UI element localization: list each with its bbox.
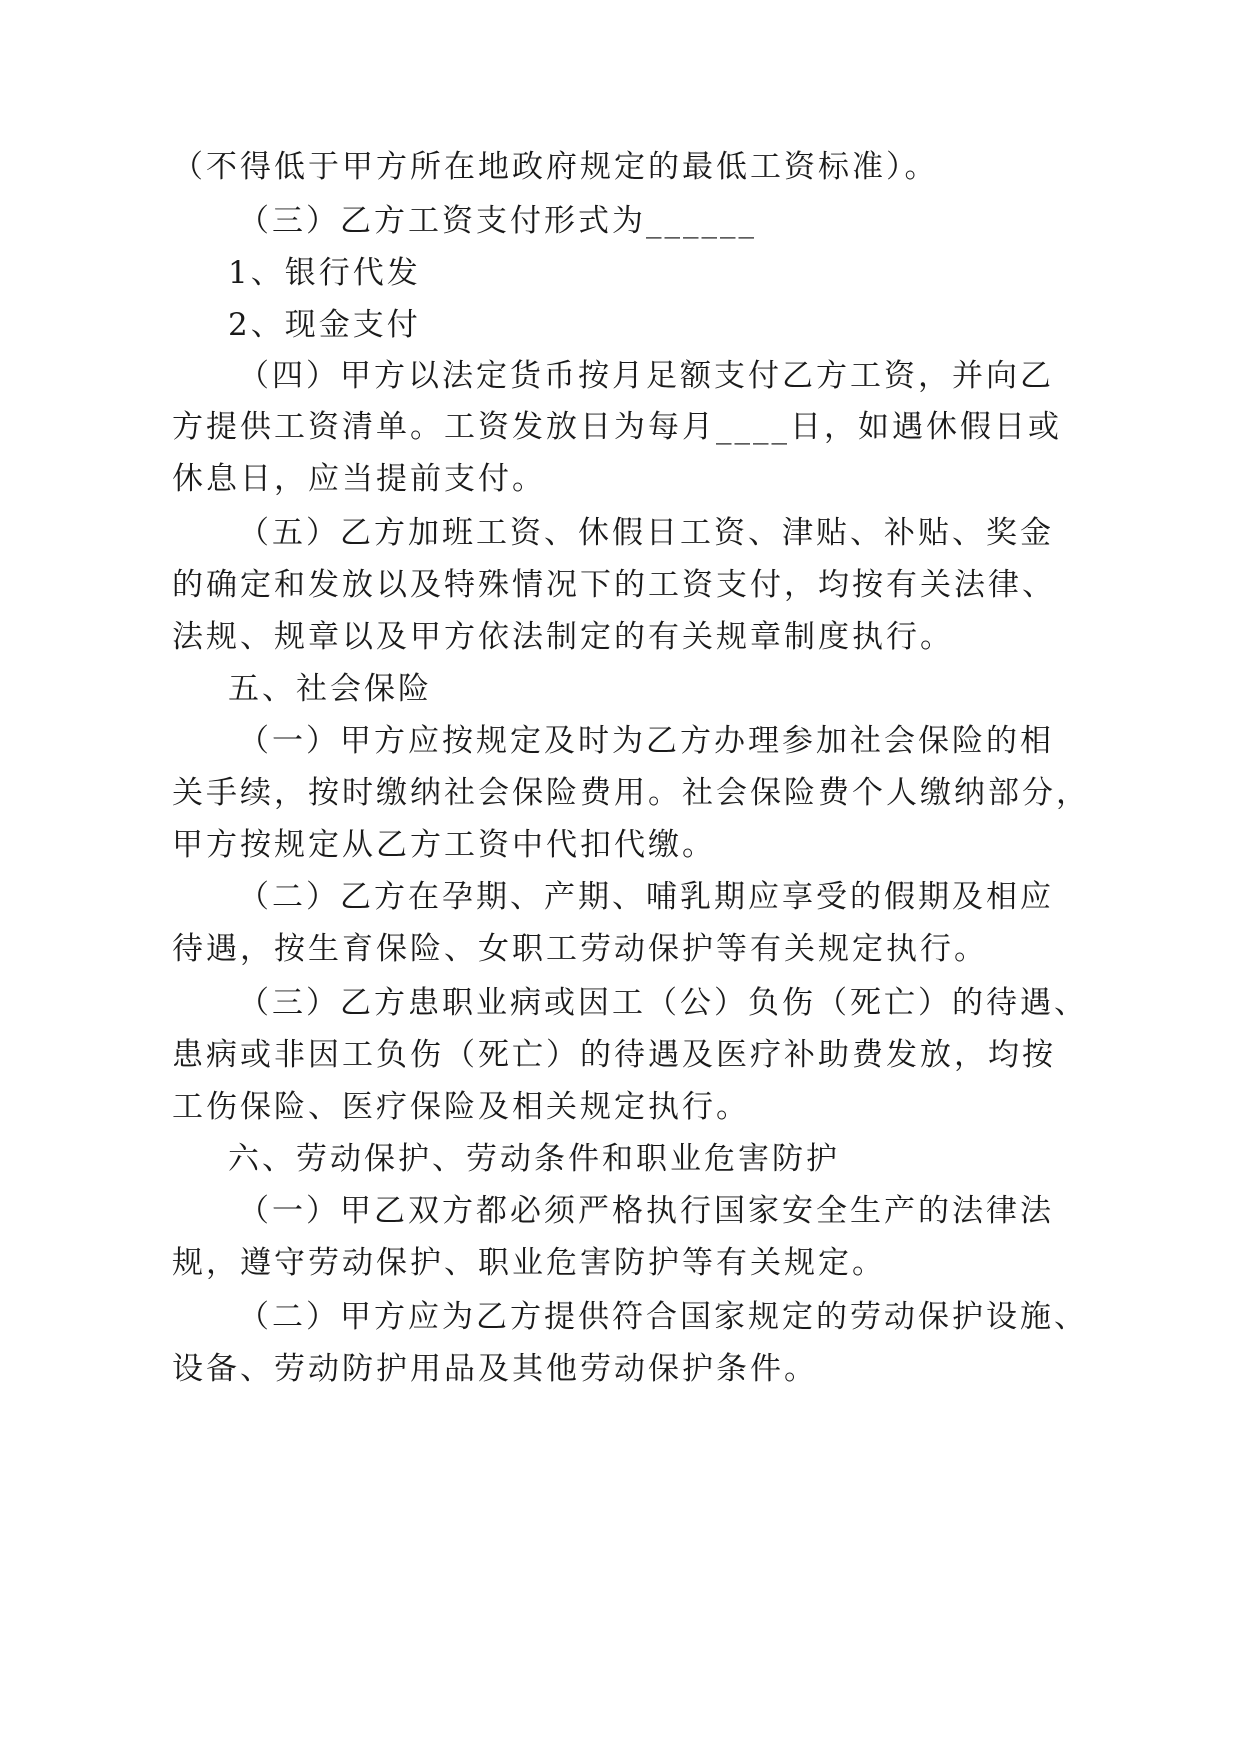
text-line: 法规、规章以及甲方依法制定的有关规章制度执行。 (172, 619, 954, 655)
section-heading: 五、社会保险 (228, 671, 432, 707)
text-line: （二）甲方应为乙方提供符合国家规定的劳动保护设施、 (238, 1299, 1088, 1335)
text-line: 甲方按规定从乙方工资中代扣代缴。 (172, 827, 716, 863)
text-line: 2、现金支付 (228, 307, 421, 343)
text-line: 患病或非因工负伤（死亡）的待遇及医疗补助费发放，均按 (172, 1037, 1056, 1073)
text-line: （三）乙方患职业病或因工（公）负伤（死亡）的待遇、 (238, 985, 1088, 1021)
section-heading: 六、劳动保护、劳动条件和职业危害防护 (228, 1141, 840, 1177)
text-line: 1、银行代发 (228, 255, 421, 291)
text-line: 待遇，按生育保险、女职工劳动保护等有关规定执行。 (172, 931, 988, 967)
text-line: （五）乙方加班工资、休假日工资、津贴、补贴、奖金 (238, 515, 1054, 551)
text-line: （二）乙方在孕期、产期、哺乳期应享受的假期及相应 (238, 879, 1054, 915)
text-line: 关手续，按时缴纳社会保险费用。社会保险费个人缴纳部分， (172, 775, 1090, 811)
text-line: （四）甲方以法定货币按月足额支付乙方工资，并向乙 (238, 358, 1054, 394)
text-line: （三）乙方工资支付形式为______ (238, 203, 757, 239)
text-line: 方提供工资清单。工资发放日为每月____日，如遇休假日或 (172, 409, 1062, 445)
text-line: 休息日，应当提前支付。 (172, 461, 546, 497)
text-line: 工伤保险、医疗保险及相关规定执行。 (172, 1089, 750, 1125)
text-line: 设备、劳动防护用品及其他劳动保护条件。 (172, 1351, 818, 1387)
text-line: 的确定和发放以及特殊情况下的工资支付，均按有关法律、 (172, 567, 1056, 603)
text-line: 规，遵守劳动保护、职业危害防护等有关规定。 (172, 1245, 886, 1281)
text-line: （不得低于甲方所在地政府规定的最低工资标准）。 (172, 149, 939, 185)
text-line: （一）甲乙双方都必须严格执行国家安全生产的法律法 (238, 1193, 1054, 1229)
text-line: （一）甲方应按规定及时为乙方办理参加社会保险的相 (238, 723, 1054, 759)
